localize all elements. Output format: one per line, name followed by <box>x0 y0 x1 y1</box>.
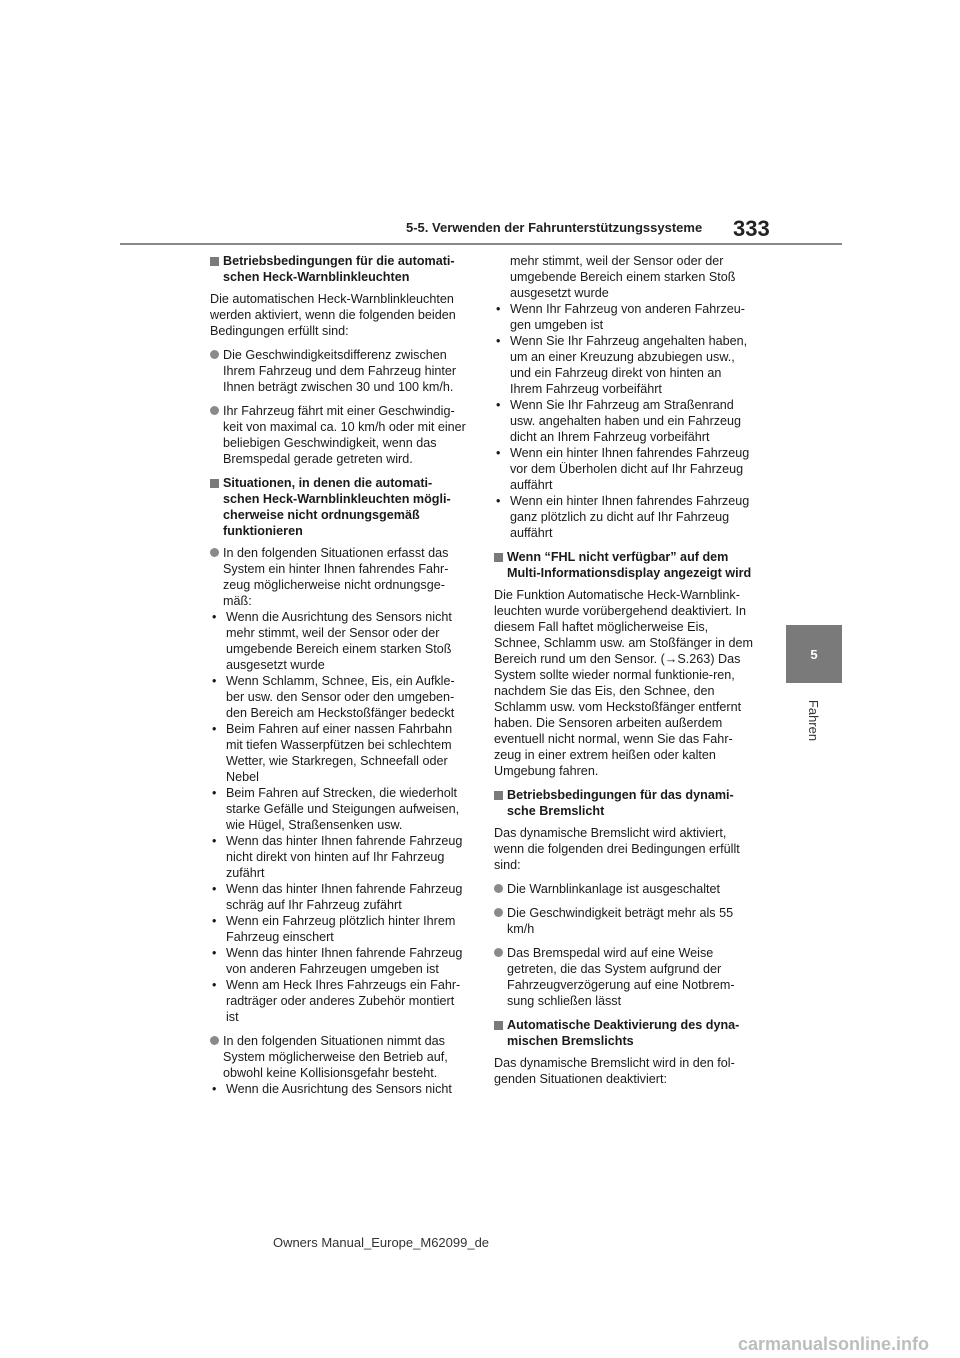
list-item <box>210 945 468 977</box>
chapter-label <box>786 690 842 750</box>
list-item <box>210 785 468 833</box>
list-item <box>210 1081 468 1097</box>
dot-marker: • <box>496 494 501 508</box>
bullet-item <box>494 945 754 1009</box>
footer-doc-name: Owners Manual_Europe_M62099_de <box>272 1235 490 1250</box>
page-number: 333 <box>733 216 770 241</box>
dot-marker: • <box>212 1082 217 1096</box>
list-item-text: Beim Fahren auf Strecken, die wiederholt starke Gefälle und Steigungen aufweisen, wie Hügel, Straßensenken usw. <box>226 786 460 832</box>
bullet-item <box>210 545 468 609</box>
square-bullet-icon <box>210 479 219 488</box>
list-item-text: Wenn die Ausrichtung des Sensors nicht <box>226 1082 452 1096</box>
list-item-text: Wenn Sie Ihr Fahrzeug angehalten haben, um an einer Kreuzung abzubiegen usw., und ein Fahrzeug direkt von hinten an Ihrem Fahrzeug vorbeifährt <box>510 334 748 396</box>
list-item <box>494 493 754 541</box>
chapter-number: 5 <box>810 646 818 662</box>
list-item <box>494 301 754 333</box>
bullet-item <box>210 1033 468 1081</box>
list-item-text: Wenn ein hinter Ihnen fahrendes Fahrzeug vor dem Überholen dicht auf Ihr Fahrzeug auffährt <box>510 446 750 492</box>
round-bullet-icon <box>210 406 219 415</box>
list-item-continuation: mehr stimmt, weil der Sensor oder der umgebende Bereich einem starken Stoß ausgesetzt wurde <box>510 254 736 300</box>
heading-text: Situationen, in denen die automati-schen Heck-Warnblinkleuchten mögli-cherweise nicht ordnungsgemäß funktionieren <box>223 476 451 538</box>
list-item <box>494 397 754 445</box>
list-item-text: Wenn Schlamm, Schnee, Eis, ein Aufkle-ber usw. den Sensor oder den umgeben-den Bereich am Heckstoßfänger bedeckt <box>226 674 455 720</box>
list-item <box>210 833 468 881</box>
list-item-text: Wenn ein hinter Ihnen fahrendes Fahrzeug ganz plötzlich zu dicht auf Ihr Fahrzeug auffährt <box>510 494 750 540</box>
dot-marker: • <box>212 610 217 624</box>
round-bullet-icon <box>494 948 503 957</box>
paragraph: Das dynamische Bremslicht wird aktiviert, wenn die folgenden drei Bedingungen erfüllt sind: <box>494 826 740 872</box>
paragraph: Das dynamische Bremslicht wird in den fol-genden Situationen deaktiviert: <box>494 1056 735 1086</box>
dot-marker: • <box>496 334 501 348</box>
dot-marker: • <box>212 946 217 960</box>
round-bullet-icon <box>494 884 503 893</box>
list-item <box>210 673 468 721</box>
list-item-text: Wenn Sie Ihr Fahrzeug am Straßenrand usw. angehalten haben und ein Fahrzeug dicht an Ihrem Fahrzeug vorbeifährt <box>510 398 742 444</box>
dot-marker: • <box>212 834 217 848</box>
bullet-text: In den folgenden Situationen erfasst das System ein hinter Ihnen fahrendes Fahr-zeug möglicherweise nicht ordnungsge-mäß: <box>223 546 449 608</box>
bullet-text: In den folgenden Situationen nimmt das System möglicherweise den Betrieb auf, obwohl keine Kollisionsgefahr besteht. <box>223 1034 448 1080</box>
header-rule <box>120 243 842 245</box>
dot-marker: • <box>496 302 501 316</box>
round-bullet-icon <box>210 1036 219 1045</box>
list-item-text: Wenn das hinter Ihnen fahrende Fahrzeug schräg auf Ihr Fahrzeug zufährt <box>226 882 463 912</box>
section-heading <box>494 787 754 819</box>
dot-marker: • <box>212 978 217 992</box>
left-column <box>210 253 468 1097</box>
bullet-item <box>494 905 754 937</box>
list-item <box>210 721 468 785</box>
chapter-label-text: Fahren <box>806 699 822 741</box>
section-heading <box>494 1017 754 1049</box>
section-title: 5-5. Verwenden der Fahrunterstützungssysteme <box>406 220 703 235</box>
bullet-text: Die Geschwindigkeitsdifferenz zwischen Ihrem Fahrzeug und dem Fahrzeug hinter Ihnen beträgt zwischen 30 und 100 km/h. <box>223 348 457 394</box>
bullet-text: Das Bremspedal wird auf eine Weise getreten, die das System aufgrund der Fahrzeugverzögerung auf eine Notbrem-sung schließen lässt <box>507 946 735 1008</box>
round-bullet-icon <box>494 908 503 917</box>
list-item-text: Wenn ein Fahrzeug plötzlich hinter Ihrem Fahrzeug einschert <box>226 914 456 944</box>
bullet-item <box>210 403 468 467</box>
watermark: carmanualsonline.info <box>738 1334 930 1354</box>
heading-text: Betriebsbedingungen für das dynami-sche Bremslicht <box>507 788 734 818</box>
section-heading <box>210 253 468 285</box>
list-item <box>210 881 468 913</box>
section-heading <box>210 475 468 539</box>
list-item-text: Wenn Ihr Fahrzeug von anderen Fahrzeu-gen umgeben ist <box>510 302 745 332</box>
bullet-text: Die Geschwindigkeit beträgt mehr als 55 km/h <box>507 906 734 936</box>
right-column <box>494 253 754 1095</box>
bullet-item <box>210 347 468 395</box>
list-item <box>210 609 468 673</box>
list-item <box>494 445 754 493</box>
bullet-item <box>494 881 754 897</box>
dot-marker: • <box>212 786 217 800</box>
chapter-tab[interactable] <box>786 625 842 683</box>
square-bullet-icon <box>494 1021 503 1030</box>
dot-marker: • <box>496 398 501 412</box>
section-heading <box>494 549 754 581</box>
paragraph: Die automatischen Heck-Warnblinkleuchten werden aktiviert, wenn die folgenden beiden Bedingungen erfüllt sind: <box>210 292 456 338</box>
list-item-text: Wenn am Heck Ihres Fahrzeugs ein Fahr-radträger oder anderes Zubehör montiert ist <box>226 978 461 1024</box>
square-bullet-icon <box>494 553 503 562</box>
heading-text: Betriebsbedingungen für die automati-schen Heck-Warnblinkleuchten <box>223 254 455 284</box>
bullet-text: Ihr Fahrzeug fährt mit einer Geschwindig-keit von maximal ca. 10 km/h oder mit einer beliebigen Geschwindigkeit, wenn das Bremspedal gerade getreten wird. <box>223 404 466 466</box>
dot-marker: • <box>212 882 217 896</box>
dot-marker: • <box>212 674 217 688</box>
dot-marker: • <box>212 914 217 928</box>
list-item-text: Wenn die Ausrichtung des Sensors nicht mehr stimmt, weil der Sensor oder der umgebende Bereich einem starken Stoß ausgesetzt wurde <box>226 610 452 672</box>
list-item-text: Wenn das hinter Ihnen fahrende Fahrzeug von anderen Fahrzeugen umgeben ist <box>226 946 463 976</box>
list-item <box>210 913 468 945</box>
list-item <box>210 977 468 1025</box>
list-item <box>494 333 754 397</box>
round-bullet-icon <box>210 548 219 557</box>
square-bullet-icon <box>494 791 503 800</box>
bullet-text: Die Warnblinkanlage ist ausgeschaltet <box>507 882 721 896</box>
dot-marker: • <box>212 722 217 736</box>
square-bullet-icon <box>210 257 219 266</box>
round-bullet-icon <box>210 350 219 359</box>
list-item-text: Wenn das hinter Ihnen fahrende Fahrzeug nicht direkt von hinten auf Ihr Fahrzeug zufährt <box>226 834 463 880</box>
heading-text: Automatische Deaktivierung des dyna-mischen Bremslichts <box>507 1018 740 1048</box>
list-item-text: Beim Fahren auf einer nassen Fahrbahn mit tiefen Wasserpfützen bei schlechtem Wetter, wie Starkregen, Schneefall oder Nebel <box>226 722 453 784</box>
dot-marker: • <box>496 446 501 460</box>
paragraph: Die Funktion Automatische Heck-Warnblink-leuchten wurde vorübergehend deaktiviert. In diesem Fall haftet möglicherweise Eis, Schnee, Schlamm usw. am Stoßfänger in dem Bereich rund um den Sensor. (→S.263) Das System sollte wieder normal funktionie-ren, nachdem Sie das Eis, den Schnee, den Schlamm usw. vom Heckstoßfänger entfernt haben. Die Sensoren arbeiten außerdem eventuell nicht normal, wenn Sie das Fahr-zeug in einer extrem heißen oder kalten Umgebung fahren. <box>494 588 753 778</box>
heading-text: Wenn “FHL nicht verfügbar” auf dem Multi-Informationsdisplay angezeigt wird <box>507 550 752 580</box>
